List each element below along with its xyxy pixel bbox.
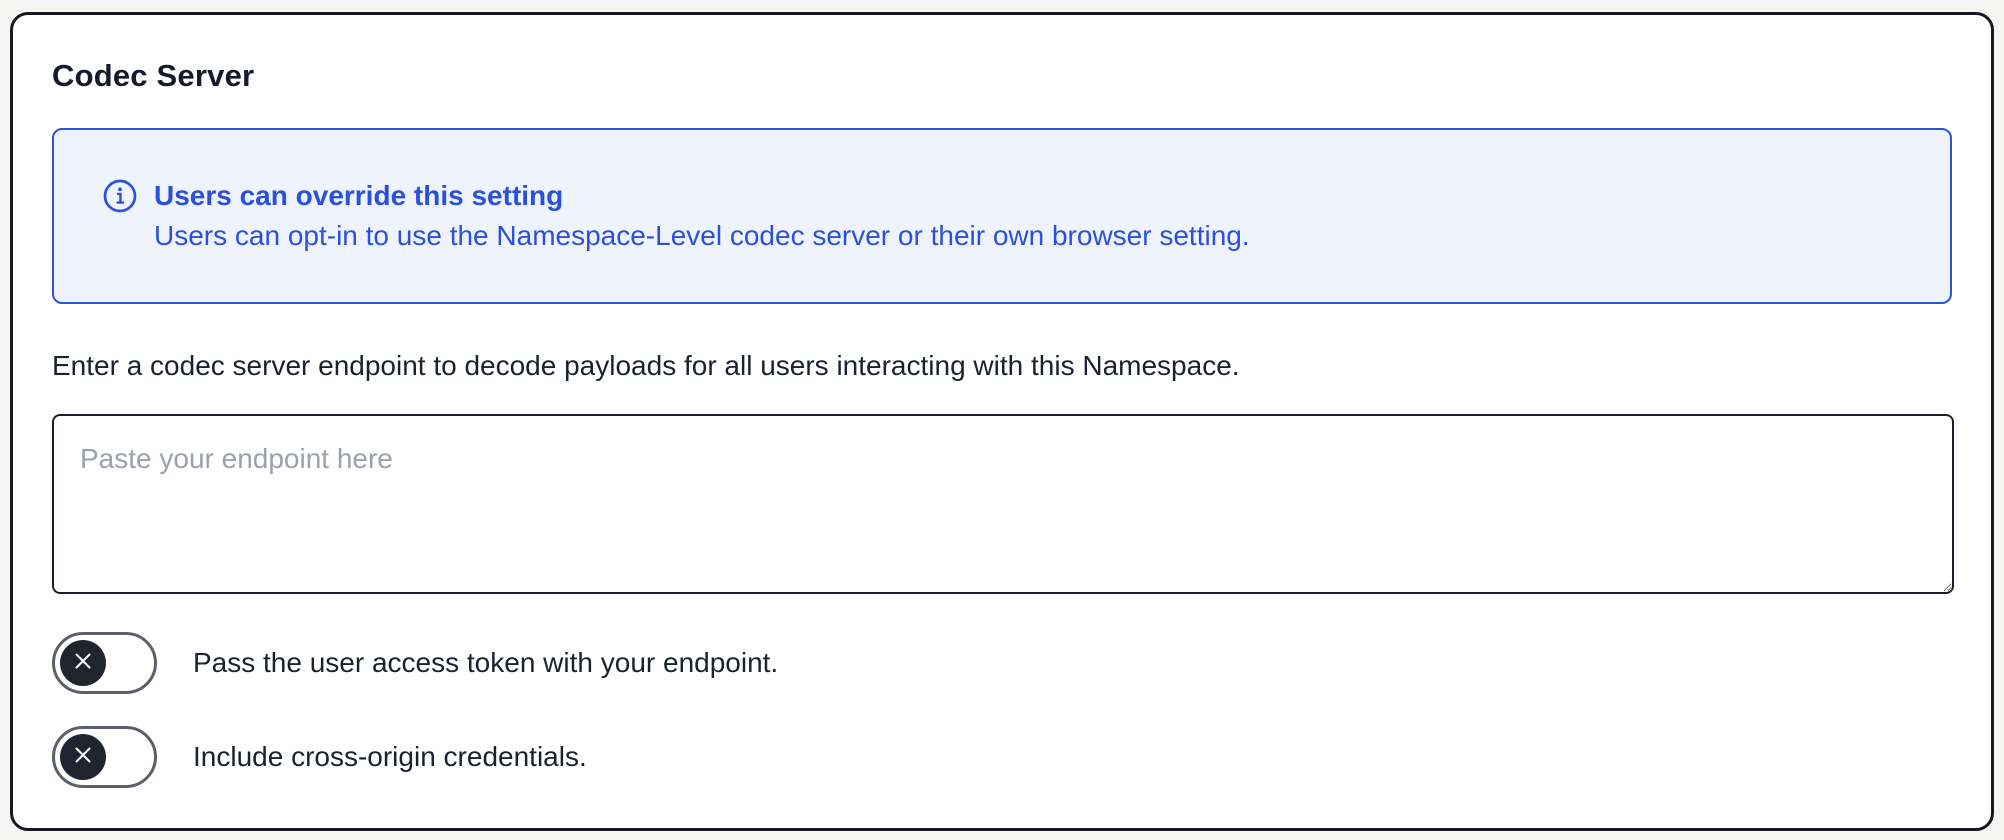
access-token-toggle[interactable]: [52, 632, 157, 694]
toggle-knob: [60, 640, 106, 686]
endpoint-input[interactable]: [52, 414, 1954, 594]
cross-origin-toggle-label: Include cross-origin credentials.: [193, 741, 587, 772]
access-token-toggle-row: [52, 632, 1952, 694]
access-token-toggle-label: Pass the user access token with your endpoint.: [193, 647, 779, 678]
info-banner-title: Users can override this setting: [154, 180, 564, 211]
cross-origin-toggle[interactable]: [52, 726, 157, 788]
cross-origin-toggle-row: [52, 726, 1952, 788]
info-circle-icon: [102, 176, 138, 216]
info-banner-description: Users can opt-in to use the Namespace-Level codec server or their own browser setting.: [154, 220, 1250, 251]
x-icon: [70, 742, 96, 773]
codec-server-card: [10, 12, 1994, 831]
info-banner-text: [154, 176, 1902, 256]
x-icon: [70, 648, 96, 679]
page-title: Codec Server: [52, 58, 255, 93]
toggle-knob: [60, 734, 106, 780]
info-banner: [52, 128, 1952, 304]
endpoint-instruction: Enter a codec server endpoint to decode payloads for all users interacting with this Namespace.: [52, 350, 1240, 381]
